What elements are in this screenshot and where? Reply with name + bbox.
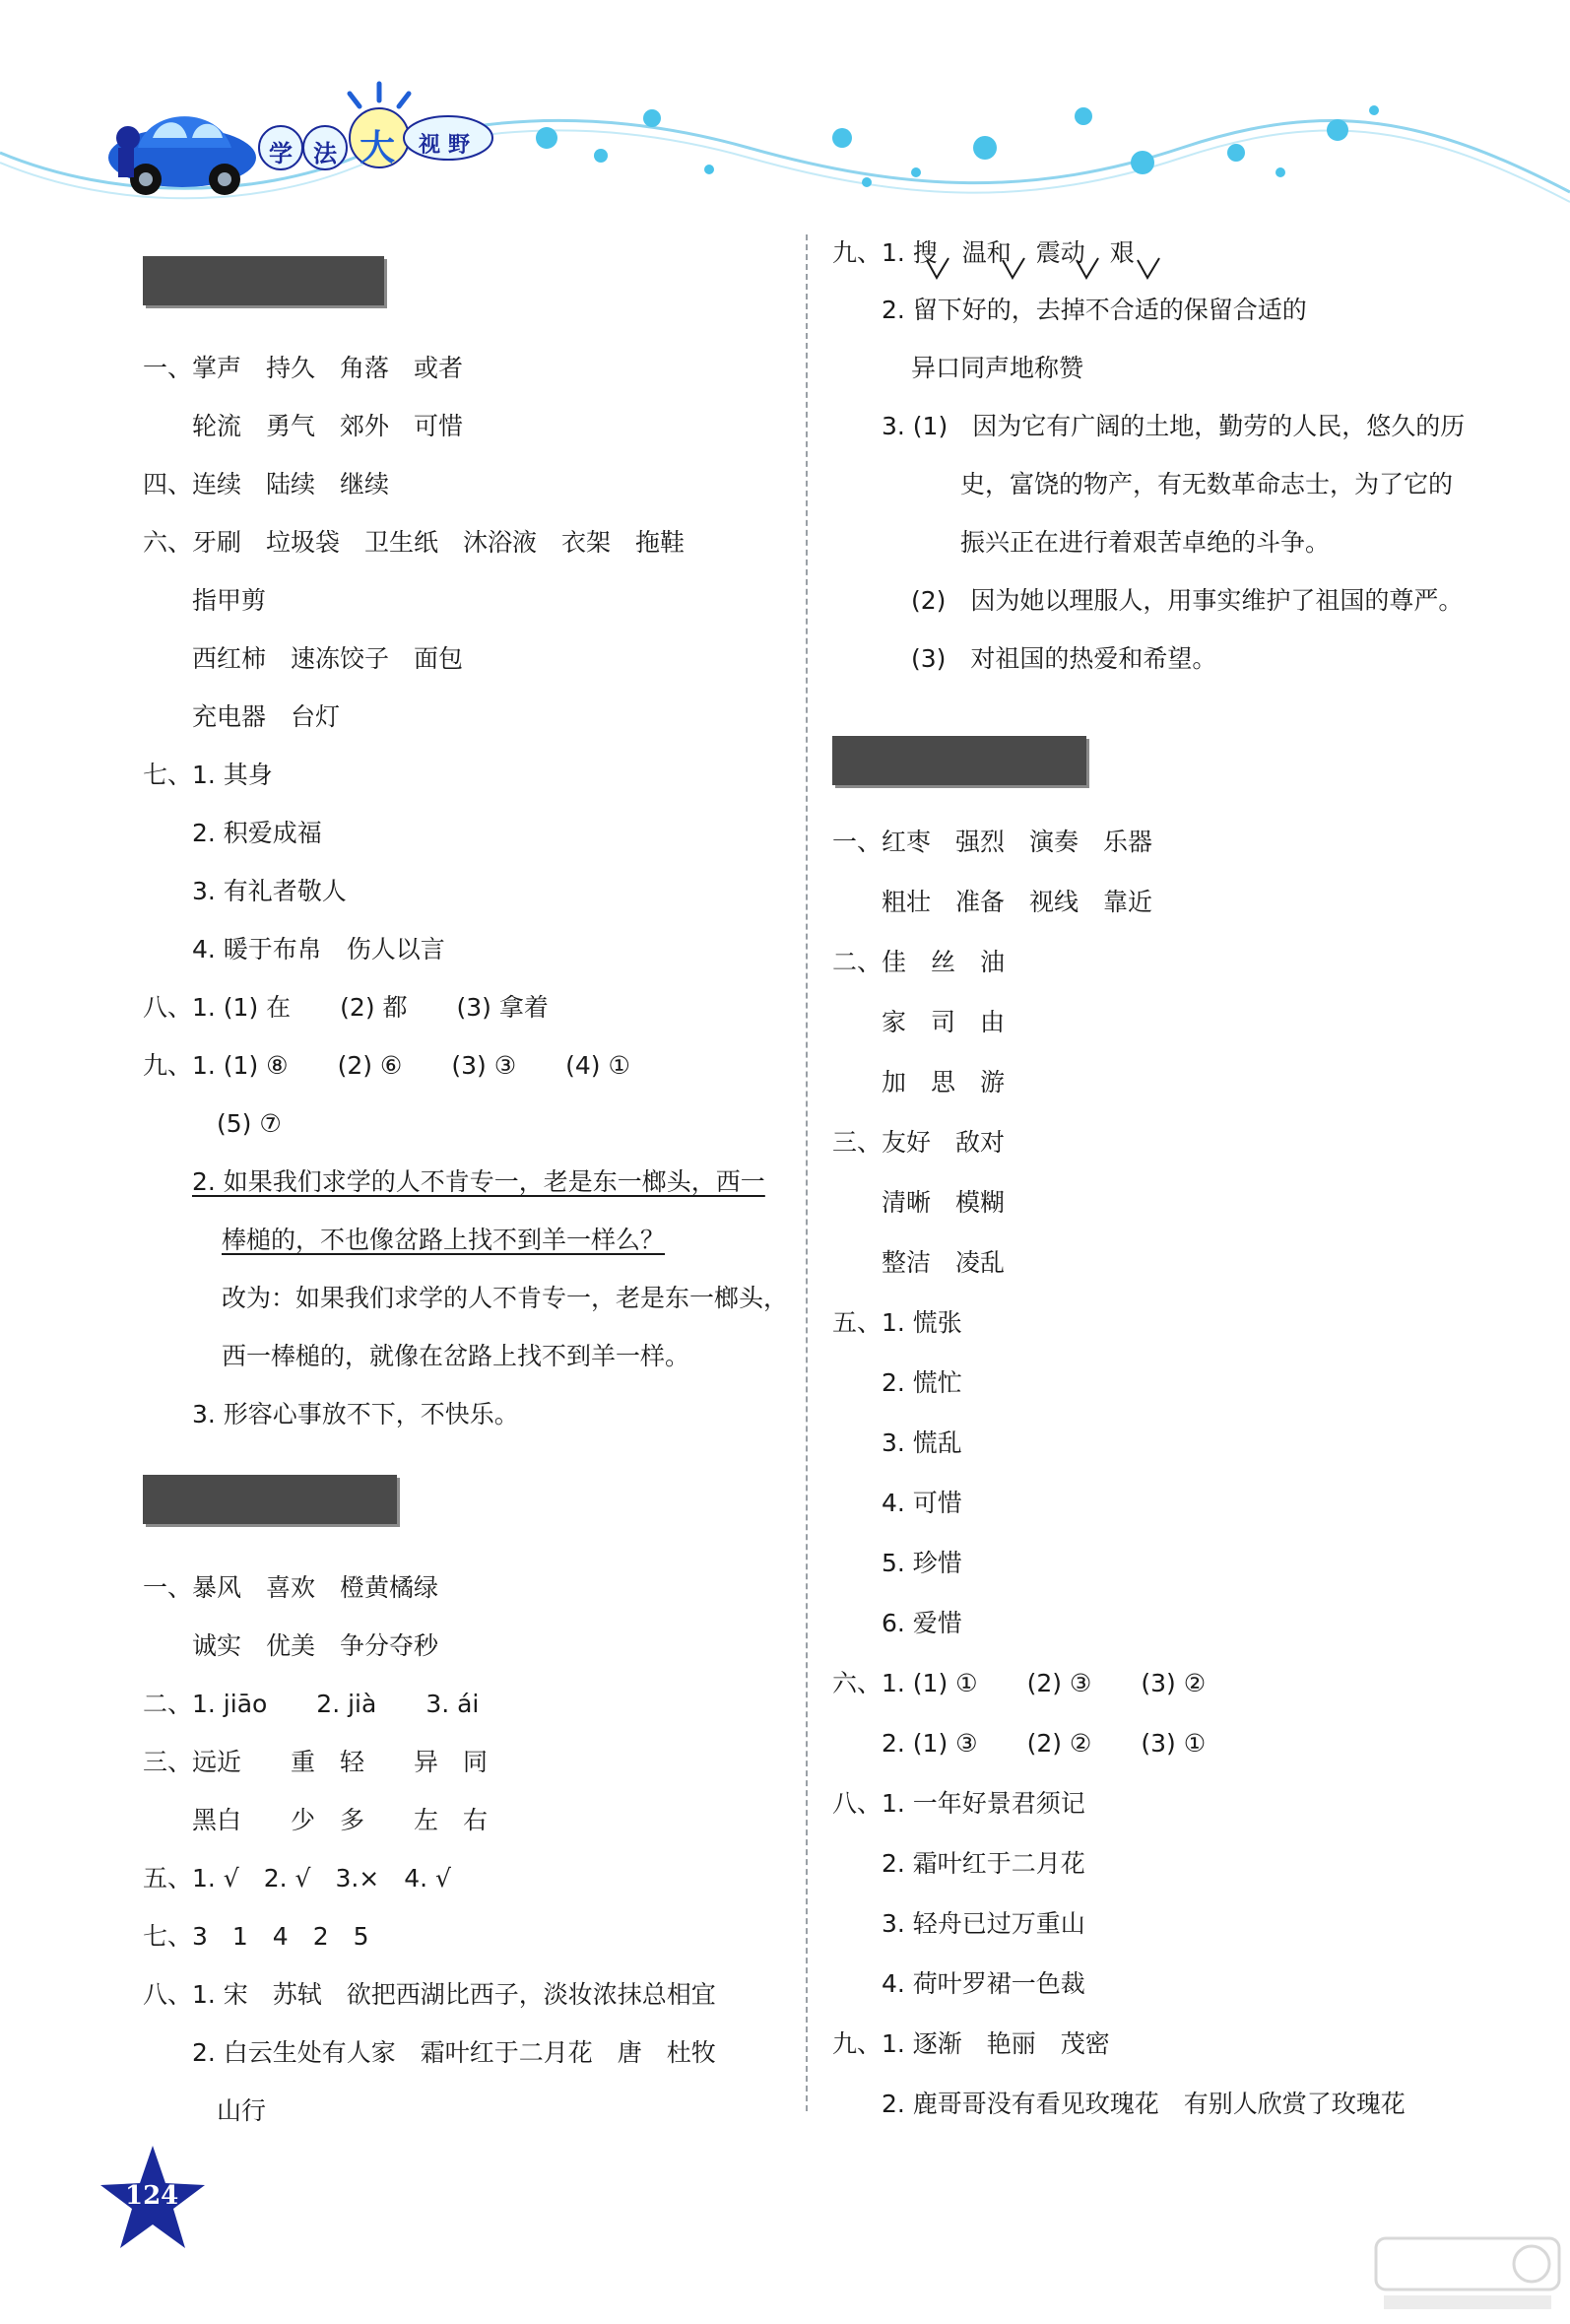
answer-line: 家 司 由 <box>882 1008 1006 1036</box>
answer-line: 5. 珍惜 <box>882 1549 962 1577</box>
answer-line: 史，富饶的物产，有无数革命志士，为了它的 <box>960 470 1454 498</box>
answer-line: 三、远近 重 轻 异 同 <box>143 1748 489 1776</box>
answer-line: 五、1. √ 2. √ 3.× 4. √ <box>143 1864 451 1892</box>
answer-line: 4. 荷叶罗裙一色裁 <box>882 1969 1085 1998</box>
section-heading-final-1 <box>143 1475 397 1524</box>
header-title-char: 视 <box>419 132 441 158</box>
answer-line: 2. 慌忙 <box>882 1368 962 1397</box>
answer-line: 清晰 模糊 <box>882 1188 1006 1217</box>
answer-line: 七、1. 其身 <box>143 761 273 789</box>
answer-line: 二、佳 丝 油 <box>832 948 1006 976</box>
answer-line: 4. 可惜 <box>882 1489 962 1517</box>
header-title-char: 野 <box>448 132 471 158</box>
answer-line: 九、1. 逐渐 艳丽 茂密 <box>832 2029 1110 2058</box>
page-number: 124 <box>125 2181 179 2211</box>
answer-line: 西一棒槌的，就像在岔路上找不到羊一样。 <box>222 1342 690 1370</box>
answer-line: 九、1. (1) ⑧ (2) ⑥ (3) ③ (4) ① <box>143 1051 630 1080</box>
answer-line: (3) 对祖国的热爱和希望。 <box>911 644 1217 673</box>
column-divider <box>806 234 808 2111</box>
answer-line: 四、连续 陆续 继续 <box>143 470 390 498</box>
answer-line: 充电器 台灯 <box>192 702 341 731</box>
header-title-char: 学 <box>269 139 293 167</box>
answer-line: 三、友好 敌对 <box>832 1128 1006 1157</box>
answer-line: 轮流 勇气 郊外 可惜 <box>192 412 464 440</box>
answer-line: 一、暴风 喜欢 橙黄橘绿 <box>143 1573 439 1602</box>
answer-line: 3. 轻舟已过万重山 <box>882 1909 1085 1938</box>
answer-line: 九、1. 搜 温和 震动 艰 <box>832 238 1135 267</box>
car-icon <box>108 116 256 195</box>
answer-line: 4. 暖于布帛 伤人以言 <box>192 935 445 963</box>
section-heading-unit8 <box>143 256 384 305</box>
answer-line: 五、1. 慌张 <box>832 1308 962 1337</box>
answer-line: 二、1. jiāo 2. jià 3. ái <box>143 1690 480 1718</box>
answer-line: (5) ⑦ <box>217 1109 282 1138</box>
answer-line: 八、1. 一年好景君须记 <box>832 1789 1085 1818</box>
answer-line: 八、1. 宋 苏轼 欲把西湖比西子，淡妆浓抹总相宜 <box>143 1980 716 2009</box>
check-marks <box>919 256 1175 286</box>
page-header-banner <box>0 0 1570 227</box>
answer-line: (2) 因为她以理服人，用事实维护了祖国的尊严。 <box>911 586 1464 615</box>
answer-line: 3. (1) 因为它有广阔的土地，勤劳的人民，悠久的历 <box>882 412 1466 440</box>
answer-line: 一、掌声 持久 角落 或者 <box>143 354 464 382</box>
snowflake-icons <box>536 105 1379 187</box>
answer-line: 2. 留下好的，去掉不合适的保留合适的 <box>882 296 1307 324</box>
answer-line: 振兴正在进行着艰苦卓绝的斗争。 <box>960 528 1331 557</box>
answer-line: 西红柿 速冻饺子 面包 <box>192 644 464 673</box>
answer-line: 3. 有礼者敬人 <box>192 877 347 905</box>
answer-line: 诚实 优美 争分夺秒 <box>192 1631 439 1660</box>
header-title-char: 法 <box>313 139 337 167</box>
answer-line: 2. 白云生处有人家 霜叶红于二月花 唐 杜牧 <box>192 2038 716 2067</box>
answer-line: 一、红枣 强烈 演奏 乐器 <box>832 828 1153 856</box>
answer-line: 七、3 1 4 2 5 <box>143 1922 369 1951</box>
section-heading-final-2 <box>832 736 1086 785</box>
answer-line: 粗壮 准备 视线 靠近 <box>882 888 1153 916</box>
answer-line: 异口同声地称赞 <box>911 354 1084 382</box>
answer-line: 6. 爱惜 <box>882 1609 962 1637</box>
answer-line: 黑白 少 多 左 右 <box>192 1806 489 1834</box>
answer-line: 八、1. (1) 在 (2) 都 (3) 拿着 <box>143 993 549 1022</box>
answer-line: 整洁 凌乱 <box>882 1248 1006 1277</box>
answer-line: 3. 形容心事放不下，不快乐。 <box>192 1400 519 1428</box>
header-decoration-art <box>0 0 1570 227</box>
answer-line: 加 思 游 <box>882 1068 1006 1096</box>
answer-line: 六、1. (1) ① (2) ③ (3) ② <box>832 1669 1207 1697</box>
answer-line: 2. 如果我们求学的人不肯专一，老是东一榔头，西一 <box>192 1167 765 1196</box>
answer-line: 2. (1) ③ (2) ② (3) ① <box>882 1729 1207 1758</box>
answer-line: 2. 积爱成福 <box>192 819 322 847</box>
header-title-char: 大 <box>360 127 396 168</box>
answer-line: 2. 鹿哥哥没有看见玫瑰花 有别人欣赏了玫瑰花 <box>882 2090 1406 2118</box>
answer-line: 六、牙刷 垃圾袋 卫生纸 沐浴液 衣架 拖鞋 <box>143 528 686 557</box>
answer-line: 2. 霜叶红于二月花 <box>882 1849 1085 1878</box>
answer-line: 指甲剪 <box>192 586 267 615</box>
watermark-logo-icon <box>1374 2236 1561 2315</box>
answer-line: 山行 <box>217 2096 267 2125</box>
answer-line: 3. 慌乱 <box>882 1428 962 1457</box>
answer-line: 棒槌的，不也像岔路上找不到羊一样么？ <box>222 1226 666 1254</box>
answer-line: 改为：如果我们求学的人不肯专一，老是东一榔头， <box>222 1284 789 1312</box>
